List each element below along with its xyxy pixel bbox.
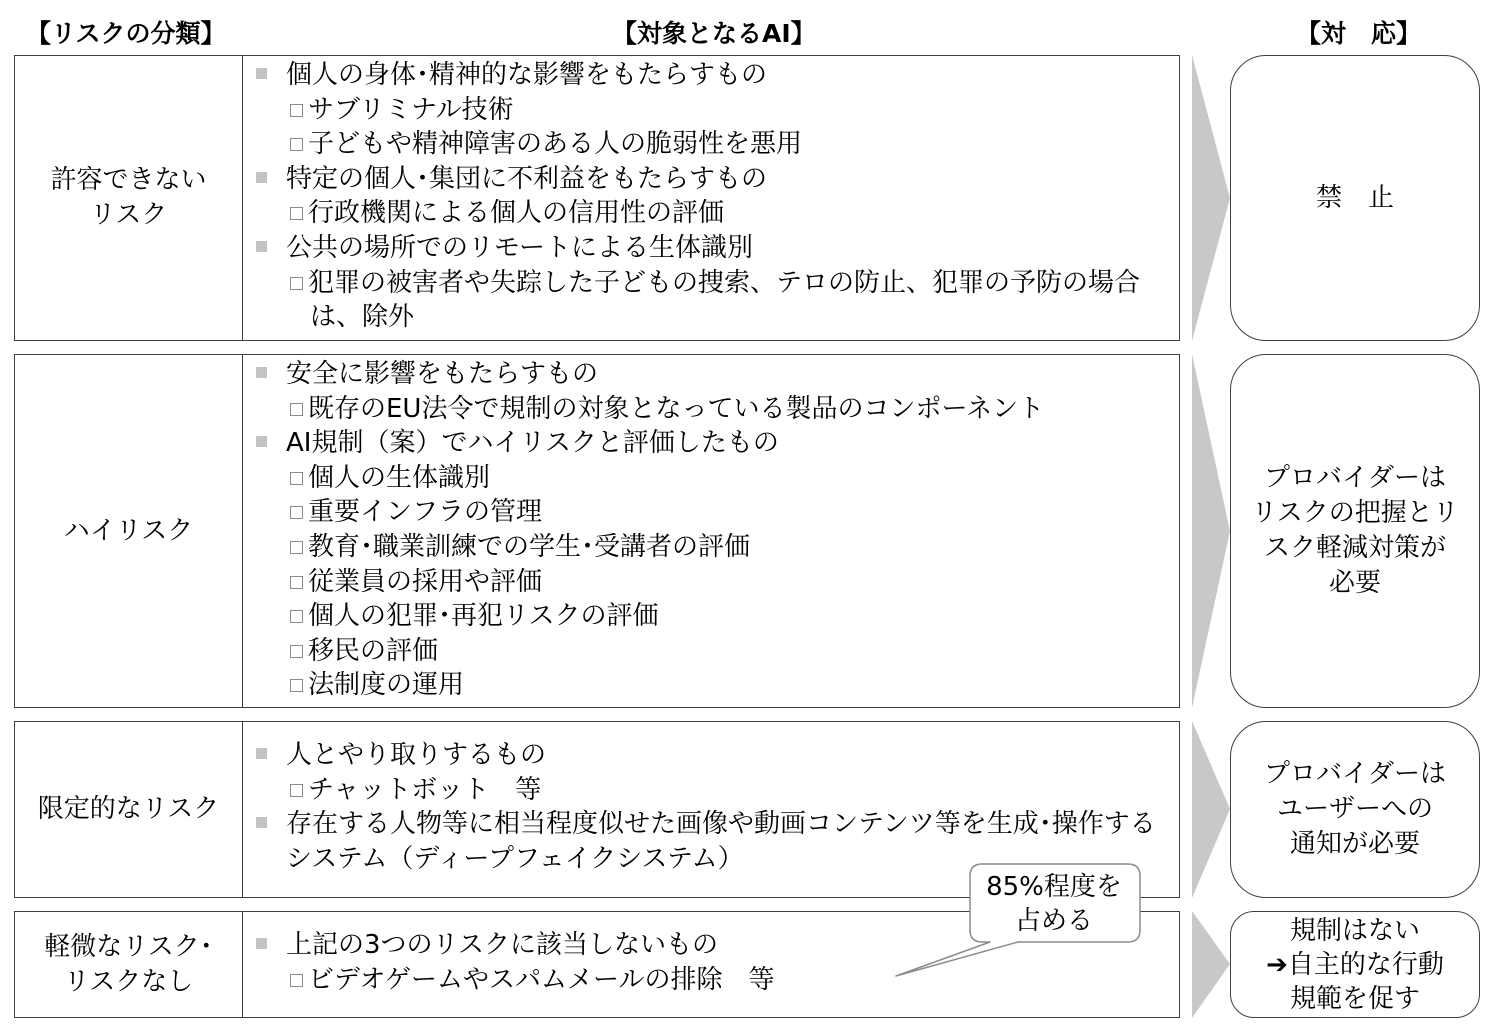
sub-list-item — [242, 773, 1179, 808]
item-text: 犯罪の被害者や失踪した子どもの捜索、テロの防止、犯罪の予防の場合は、除外 — [308, 267, 1141, 333]
category-cell: ハイリスク — [15, 355, 243, 707]
sub-list-item — [242, 565, 1179, 600]
bullet-square-icon — [256, 68, 267, 79]
item-text: チャットボット 等 — [308, 774, 542, 805]
bullet-square-icon — [256, 817, 267, 828]
sub-list-item — [242, 668, 1179, 703]
item-text: 上記の3つのリスクに該当しないもの — [286, 930, 719, 960]
bullet-square-icon — [256, 172, 267, 183]
item-text: 存在する人物等に相当程度似せた画像や動画コンテンツ等を生成･操作するシステム（ディープフェイクシステム） — [286, 809, 1156, 874]
bullet-square-icon — [256, 367, 267, 378]
target-ai-list — [242, 58, 1179, 335]
sub-list-item — [242, 196, 1179, 231]
response-prohibited: 禁 止 — [1230, 55, 1480, 341]
list-item — [242, 58, 1179, 93]
arrow-minimal — [1192, 911, 1230, 1018]
bullet-square-icon — [256, 436, 267, 447]
item-text: 個人の犯罪･再犯リスクの評価 — [308, 601, 659, 632]
header-risk-category: 【リスクの分類】 — [26, 19, 226, 48]
hollow-square-bullet-icon — [290, 610, 303, 623]
sub-list-item — [242, 461, 1179, 496]
risk-row-high — [14, 354, 1180, 708]
item-text: 子どもや精神障害のある人の脆弱性を悪用 — [308, 129, 803, 160]
hollow-square-bullet-icon — [290, 138, 303, 151]
item-text: 人とやり取りするもの — [286, 740, 547, 770]
arrow-limited — [1192, 721, 1230, 898]
sub-list-item — [242, 634, 1179, 669]
hollow-square-bullet-icon — [290, 974, 303, 987]
hollow-square-bullet-icon — [290, 104, 303, 117]
item-text: 特定の個人･集団に不利益をもたらすもの — [286, 163, 768, 194]
item-text: 安全に影響をもたらすもの — [286, 359, 599, 389]
bullet-square-icon — [256, 938, 267, 949]
list-item — [242, 426, 1179, 461]
item-text: ビデオゲームやスパムメールの排除 等 — [308, 964, 775, 995]
hollow-square-bullet-icon — [290, 541, 303, 554]
item-text: 重要インフラの管理 — [308, 497, 543, 528]
sub-list-item — [242, 599, 1179, 634]
bullet-square-icon — [256, 748, 267, 759]
sub-list-item — [242, 266, 1179, 335]
hollow-square-bullet-icon — [290, 576, 303, 589]
risk-row-unacceptable — [14, 55, 1180, 341]
sub-list-item — [242, 495, 1179, 530]
arrow-high — [1192, 354, 1230, 708]
hollow-square-bullet-icon — [290, 207, 303, 220]
category-cell: 限定的なリスク — [15, 722, 243, 897]
target-ai-list — [242, 738, 1179, 876]
category-cell: 軽微なリスク･ リスクなし — [15, 912, 243, 1017]
item-text: 行政機関による個人の信用性の評価 — [308, 198, 725, 229]
response-risk-mitigation: プロバイダーは リスクの把握とリ スク軽減対策が 必要 — [1230, 354, 1480, 708]
response-voluntary-code: 規制はない ➔自主的な行動 規範を促す — [1230, 911, 1480, 1018]
item-text: 個人の生体識別 — [308, 462, 491, 493]
header-response: 【対 応】 — [1296, 19, 1422, 48]
item-text: AI規制（案）でハイリスクと評価したもの — [286, 428, 779, 459]
item-text: 法制度の運用 — [308, 670, 465, 701]
item-text: 既存のEU法令で規制の対象となっている製品のコンポーネント — [308, 393, 1045, 424]
target-ai-list — [242, 357, 1179, 703]
sub-list-item — [242, 392, 1179, 427]
bullet-square-icon — [256, 241, 267, 252]
hollow-square-bullet-icon — [290, 506, 303, 519]
sub-list-item — [242, 127, 1179, 162]
arrow-unacceptable — [1192, 55, 1230, 341]
list-item — [242, 738, 1179, 773]
hollow-square-bullet-icon — [290, 403, 303, 416]
callout-text: 85%程度を 占める — [986, 872, 1122, 936]
header-target-ai: 【対象となるAI】 — [612, 19, 816, 48]
item-text: 従業員の採用や評価 — [308, 566, 543, 597]
list-item — [242, 162, 1179, 197]
hollow-square-bullet-icon — [290, 472, 303, 485]
sub-list-item — [242, 530, 1179, 565]
hollow-square-bullet-icon — [290, 679, 303, 692]
hollow-square-bullet-icon — [290, 277, 303, 290]
list-item — [242, 357, 1179, 392]
hollow-square-bullet-icon — [290, 645, 303, 658]
hollow-square-bullet-icon — [290, 784, 303, 797]
item-text: 移民の評価 — [308, 635, 439, 666]
list-item — [242, 231, 1179, 266]
category-cell: 許容できない リスク — [15, 56, 243, 340]
item-text: 教育･職業訓練での学生･受講者の評価 — [308, 531, 751, 562]
sub-list-item — [242, 93, 1179, 128]
item-text: 公共の場所でのリモートによる生体識別 — [286, 232, 753, 263]
item-text: サブリミナル技術 — [308, 94, 514, 125]
response-user-notification: プロバイダーは ユーザーへの 通知が必要 — [1230, 721, 1480, 898]
item-text: 個人の身体･精神的な影響をもたらすもの — [286, 60, 768, 90]
